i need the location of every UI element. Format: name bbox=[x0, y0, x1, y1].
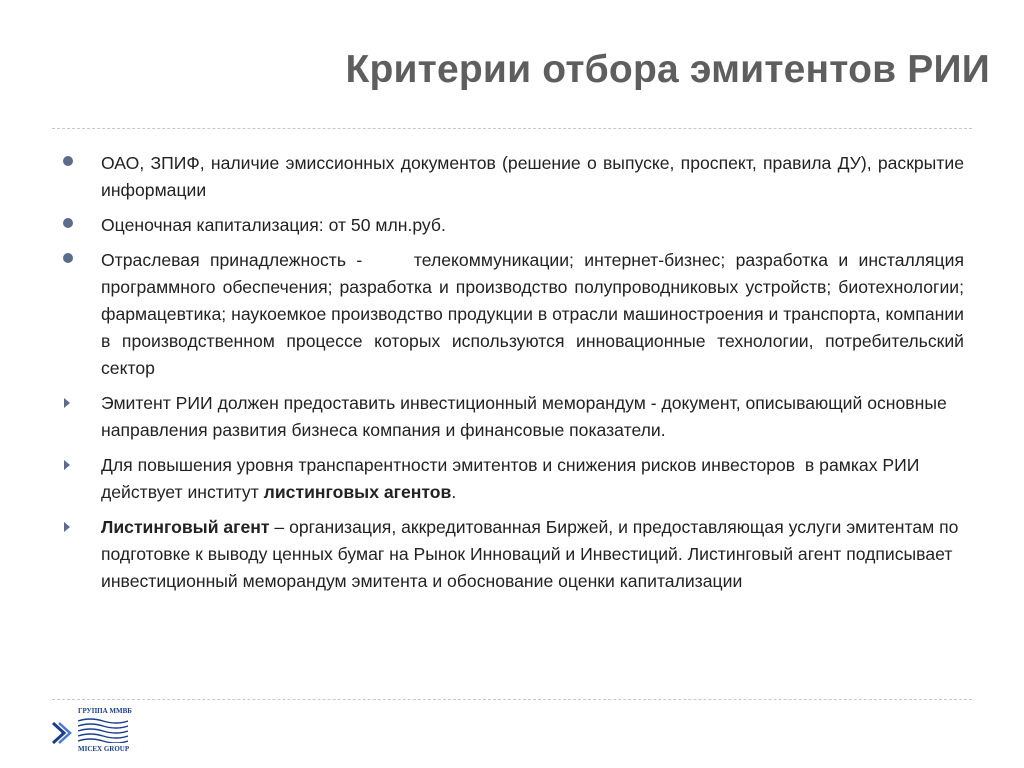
bullet-text: ОАО, ЗПИФ, наличие эмиссионных документов (решение о выпуске, проспект, правила ДУ), раскрытие информации bbox=[101, 153, 964, 200]
bullet-text: Оценочная капитализация: от 50 млн.руб. bbox=[101, 215, 446, 235]
bullet-item bbox=[0, 452, 1024, 506]
bullet-item bbox=[0, 514, 1024, 595]
micex-logo-icon bbox=[50, 721, 72, 745]
triangle-bullet-icon bbox=[64, 398, 70, 408]
bullet-text: Отраслевая принадлежность - телекоммуникации; интернет-бизнес; разработка и инсталляция программного обеспечения; разработка и производство полупроводниковых устройств; биотехнологии; фармацевтика; наукоемкое производство продукции в отрасли машиностроения и транспорта, компании в производственном процессе которых используются инновационные технологии, потребительский сектор bbox=[101, 250, 969, 378]
round-bullet-icon bbox=[63, 253, 73, 263]
micex-logo bbox=[50, 707, 150, 757]
logo-waves-icon bbox=[78, 717, 128, 743]
logo-top-text: ГРУППА ММВБ bbox=[78, 707, 132, 715]
bullet-text-part: – организация, аккредитованная Биржей, и предоставляющая услуги эмитентам по подготовке к выводу ценных бумаг на Рынок Инноваций и Инвестиций. Листинговый агент подписывает инвестиционный меморандум эмитента и обоснование оценки капитализации bbox=[101, 517, 959, 591]
bullet-text bbox=[101, 452, 964, 506]
bullet-text bbox=[101, 514, 964, 595]
bullet-item bbox=[0, 390, 1024, 444]
bullet-text: Эмитент РИИ должен предоставить инвестиционный меморандум - документ, описывающий основные направления развития бизнеса компания и финансовые показатели. bbox=[101, 393, 947, 440]
bullet-list bbox=[0, 150, 1024, 603]
bullet-text-bold: Листинговый агент bbox=[101, 517, 270, 537]
round-bullet-icon bbox=[63, 218, 73, 228]
bottom-divider bbox=[52, 699, 972, 700]
triangle-bullet-icon bbox=[64, 522, 70, 532]
bullet-item bbox=[0, 212, 1024, 239]
bullet-item bbox=[0, 150, 1024, 204]
slide-title: Критерии отбора эмитентов РИИ bbox=[345, 48, 990, 91]
bullet-text-bold: листинговых агентов bbox=[263, 482, 452, 502]
bullet-text-part: . bbox=[451, 482, 457, 502]
triangle-bullet-icon bbox=[64, 460, 70, 470]
round-bullet-icon bbox=[63, 156, 73, 166]
logo-bottom-text: MICEX GROUP bbox=[78, 745, 130, 753]
bullet-text-part: Для повышения уровня транспарентности эмитентов и снижения рисков инвесторов в рамках РИИ действует институт bbox=[101, 455, 925, 502]
bullet-item bbox=[0, 247, 1024, 382]
top-divider bbox=[52, 128, 972, 129]
